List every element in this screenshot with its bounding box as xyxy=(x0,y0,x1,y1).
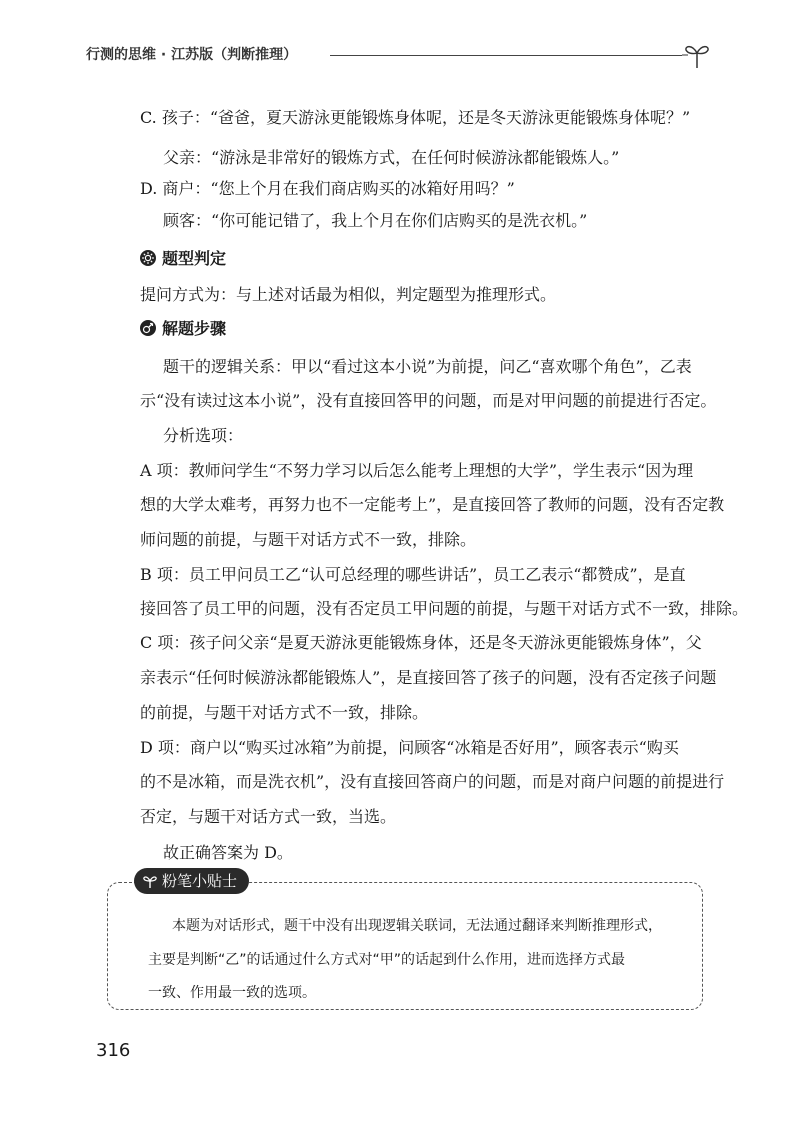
tip-line1: 本题为对话形式，题干中没有出现逻辑关联词，无法通过翻译来判断推理形式， xyxy=(172,918,662,934)
page-number: 316 xyxy=(96,1040,131,1061)
sun-icon xyxy=(140,250,156,266)
steps-p1-line1: 题干的逻辑关系：甲以“看过这本小说”为前提，问乙“喜欢哪个角色”，乙表 xyxy=(163,357,692,376)
option-d-customer: 顾客：“你可能记错了，我上个月在你们店购买的是洗衣机。” xyxy=(163,211,588,230)
sprout-icon xyxy=(142,873,158,889)
pen-icon xyxy=(140,320,156,336)
sprout-icon xyxy=(682,40,712,70)
option-c-father: 父亲：“游泳是非常好的锻炼方式，在任何时候游泳都能锻炼人。” xyxy=(163,148,620,167)
section-steps-heading xyxy=(140,319,226,339)
steps-p2: 分析选项： xyxy=(163,426,244,445)
tip-label-text: 粉笔小贴士 xyxy=(162,872,238,890)
steps-c-line2: 亲表示“任何时候游泳都能锻炼人”，是直接回答了孩子的问题，没有否定孩子问题 xyxy=(140,668,717,687)
steps-b-line2: 接回答了员工甲的问题，没有否定员工甲问题的前提，与题干对话方式不一致，排除。 xyxy=(140,599,749,618)
steps-d-line1: D 项：商户以“购买过冰箱”为前提，问顾客“冰箱是否好用”，顾客表示“购买 xyxy=(140,738,679,757)
running-header xyxy=(86,40,726,70)
steps-a-line1: A 项：教师问学生“不努力学习以后怎么能考上理想的大学”，学生表示“因为理 xyxy=(140,461,694,480)
tip-line3: 一致、作用最一致的选项。 xyxy=(148,985,316,1001)
header-rule xyxy=(330,55,682,56)
steps-p1-line2: 示“没有读过这本小说”，没有直接回答甲的问题，而是对甲问题的前提进行否定。 xyxy=(140,391,717,410)
section-type-title: 题型判定 xyxy=(162,249,227,268)
steps-a-line2: 想的大学太难考，再努力也不一定能考上”，是直接回答了教师的问题，没有否定教 xyxy=(140,495,725,514)
header-title: 行测的思维 · 江苏版（判断推理） xyxy=(86,47,298,63)
steps-d-line2: 的不是冰箱，而是洗衣机”，没有直接回答商户的问题，而是对商户问题的前提进行 xyxy=(140,772,725,791)
steps-b-line1: B 项：员工甲问员工乙“认可总经理的哪些讲话”，员工乙表示“都赞成”，是直 xyxy=(140,565,686,584)
section-type-body: 提问方式为：与上述对话最为相似，判定题型为推理形式。 xyxy=(140,285,557,304)
steps-c-line1: C 项：孩子问父亲“是夏天游泳更能锻炼身体，还是冬天游泳更能锻炼身体”，父 xyxy=(140,633,702,652)
option-c-child: C. 孩子：“爸爸，夏天游泳更能锻炼身体呢，还是冬天游泳更能锻炼身体呢？” xyxy=(140,108,691,127)
tip-label xyxy=(134,868,249,894)
steps-d-line3: 否定，与题干对话方式一致，当选。 xyxy=(140,807,397,826)
steps-a-line3: 师问题的前提，与题干对话方式不一致，排除。 xyxy=(140,530,477,549)
section-steps-title: 解题步骤 xyxy=(162,319,227,338)
steps-c-line3: 的前提，与题干对话方式不一致，排除。 xyxy=(140,703,429,722)
option-d-merchant: D. 商户：“您上个月在我们商店购买的冰箱好用吗？” xyxy=(140,179,515,198)
section-type-heading xyxy=(140,249,226,269)
tip-line2: 主要是判断“乙”的话通过什么方式对“甲”的话起到什么作用，进而选择方式最 xyxy=(148,952,626,968)
steps-answer: 故正确答案为 D。 xyxy=(163,843,293,862)
